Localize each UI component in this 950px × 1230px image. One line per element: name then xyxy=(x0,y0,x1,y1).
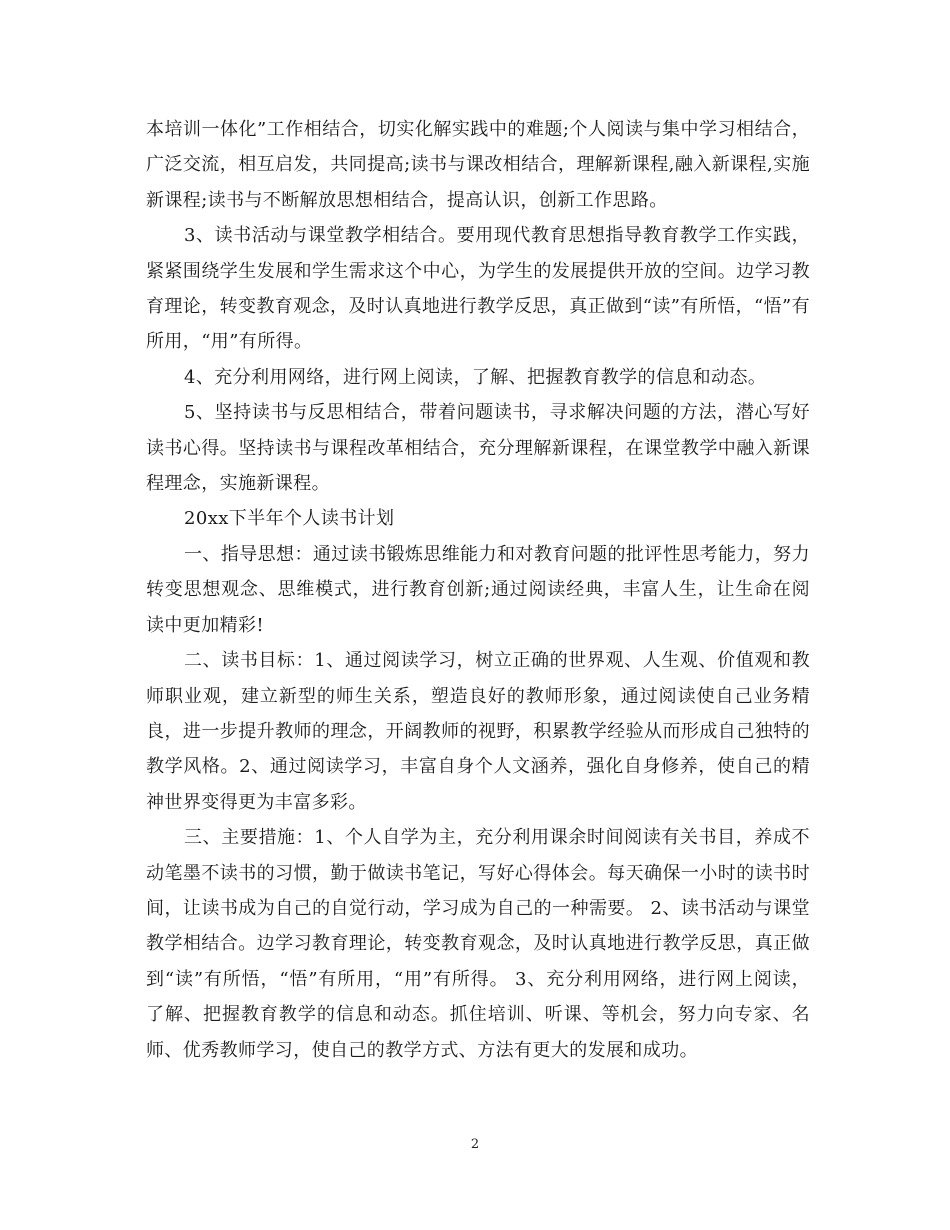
paragraph-main-measures: 三、主要措施：1、个人自学为主，充分利用课余时间阅读有关书目，养成不动笔墨不读书的习惯，勤于做读书笔记，写好心得体会。每天确保一小时的读书时间，让读书成为自己的自觉行动，学习成为自己的一种需要。 2、读书活动与课堂教学相结合。边学习教育理论，转变教育观念，及时认真地进行教学反思，真正做到“读”有所悟，“悟”有所用，“用”有所得。 3、充分利用网络，进行网上阅读，了解、把握教育教学的信息和动态。抓住培训、听课、等机会，努力向专家、名师、优秀教师学习，使自己的教学方式、方法有更大的发展和成功。 xyxy=(146,827,810,1061)
paragraph-guiding-thought: 一、指导思想：通过读书锻炼思维能力和对教育问题的批评性思考能力，努力转变思想观念、思维模式，进行教育创新;通过阅读经典，丰富人生，让生命在阅读中更加精彩! xyxy=(146,543,810,636)
paragraph-item-5: 5、坚持读书与反思相结合，带着问题读书，寻求解决问题的方法，潜心写好读书心得。坚持读书与课程改革相结合，充分理解新课程，在课堂教学中融入新课程理念，实施新课程。 xyxy=(146,402,810,495)
paragraph-continuation: 本培训一体化”工作相结合，切实化解实践中的难题;个人阅读与集中学习相结合，广泛交流，相互启发，共同提高;读书与课改相结合，理解新课程,融入新课程,实施新课程;读书与不断解放思想相结合，提高认识，创新工作思路。 xyxy=(146,119,810,211)
page-number: 2 xyxy=(470,1137,480,1152)
paragraph-reading-goals: 二、读书目标：1、通过阅读学习，树立正确的世界观、人生观、价值观和教师职业观，建立新型的师生关系，塑造良好的教师形象，通过阅读使自己业务精良，进一步提升教师的理念，开阔教师的视野，积累教学经验从而形成自己独特的教学风格。2、通过阅读学习，丰富自身个人文涵养，强化自身修养，使自己的精神世界变得更为丰富多彩。 xyxy=(146,650,810,813)
paragraph-item-3: 3、读书活动与课堂教学相结合。要用现代教育思想指导教育教学工作实践，紧紧围绕学生发展和学生需求这个中心，为学生的发展提供开放的空间。边学习教育理论，转变教育观念，及时认真地进行教学反思，真正做到“读”有所悟，“悟”有所用，“用”有所得。 xyxy=(146,225,811,353)
section-title: 20xx下半年个人读书计划 xyxy=(184,508,395,530)
document-body xyxy=(146,112,810,1068)
paragraph-item-4: 4、充分利用网络，进行网上阅读，了解、把握教育教学的信息和动态。 xyxy=(184,366,767,388)
